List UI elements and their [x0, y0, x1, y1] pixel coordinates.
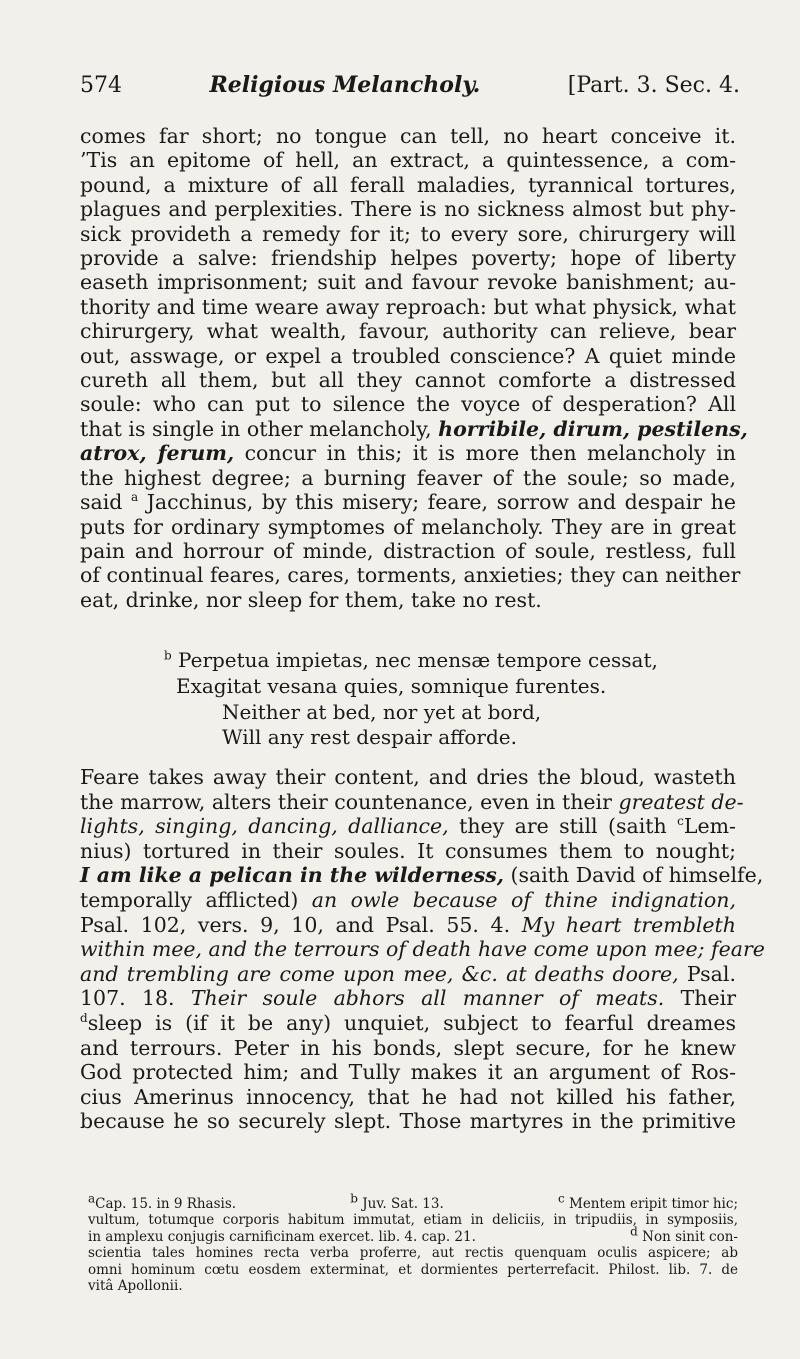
footnote-line: $^a$Cap. 15. in 9 Rhasis. $^b$ Juv. Sat. 13. $^c$ Mentem eripit timor hic; [88, 1191, 738, 1212]
text-line: and trembling are come upon mee, &c. at deaths doore, Psal. [80, 961, 736, 986]
text-line: cius Amerinus innocency, that he had not killed his father, [80, 1084, 736, 1109]
text-line: cureth all them, but all they cannot comforte a distressed [80, 368, 736, 393]
text-line: nius) tortured in their soules. It consumes them to nought; [80, 838, 736, 863]
latin-phrase: atrox, ferum, [80, 441, 235, 466]
verse-line: $^b$ Perpetua impietas, nec mensæ tempore cessat, [164, 648, 658, 672]
footnote-line: in amplexu conjugis carnificinam exercet. lib. 4. cap. 21. $^d$ Non sinit con- [88, 1224, 738, 1245]
text-line: chirurgery, what wealth, favour, authority can relieve, bear [80, 319, 736, 344]
text-line: pound, a mixture of all ferall maladies, tyrannical tortures, [80, 172, 736, 197]
text-line: within mee, and the terrours of death have come upon mee; feare [80, 937, 765, 962]
text-line: said $^a$ Jacchinus, by this misery; feare, sorrow and despair he [80, 490, 736, 515]
text-line: Feare takes away their content, and dries the bloud, wasteth [80, 765, 736, 789]
text-line: ’Tis an epitome of hell, an extract, a quintessence, a com- [80, 148, 736, 173]
footnote-marker: a [130, 490, 139, 505]
verse-line: Will any rest despair afforde. [222, 725, 517, 749]
text-line: of continual feares, cares, torments, anxieties; they can neither [80, 563, 741, 588]
text-line: that is single in other melancholy, horribile, dirum, pestilens, [80, 416, 748, 441]
section-reference: [Part. 3. Sec. 4. [567, 73, 740, 98]
text-line: temporally afflicted) an owle because of thine indignation, [80, 887, 736, 912]
text-line: $^d$sleep is (if it be any) unquiet, subject to fearful dreames [80, 1010, 736, 1035]
text-line: atrox, ferum, concur in this; it is more then melancholy in [80, 441, 736, 466]
footnotes [88, 1191, 738, 1295]
text-line: lights, singing, dancing, dalliance, they are still (saith $^c$Lem- [80, 814, 736, 839]
text-line: plagues and perplexities. There is no sickness almost but phy- [80, 197, 736, 222]
text-line: eat, drinke, nor sleep for them, take no rest. [80, 587, 542, 612]
page-number: 574 [80, 73, 122, 98]
verse-line: Neither at bed, nor yet at bord, [222, 700, 542, 724]
footnote-line: scientia tales homines recta verba proferre, aut rectis quenquam oculis aspicere; ab [88, 1245, 738, 1262]
footnote-line: omni hominum cœtu eosdem exterminat, et dormientes perterrefacit. Philost. lib. 7. de [88, 1261, 738, 1278]
footnote-marker: c [677, 814, 684, 829]
text-line: puts for ordinary symptomes of melancholy. They are in great [80, 514, 736, 539]
footnote-marker: b [164, 648, 172, 663]
text-line: God protected him; and Tully makes it an argument of Ros- [80, 1060, 736, 1085]
text-line: 107. 18. Their soule abhors all manner of meats. Their [80, 986, 736, 1011]
footnote-line: vultum, totumque corporis habitum immutat, etiam in deliciis, in tripudiis, in symposiis, [88, 1212, 738, 1229]
text-line: I am like a pelican in the wilderness, (saith David of himselfe, [80, 863, 764, 888]
text-line: out, asswage, or expel a troubled conscience? A quiet minde [80, 343, 736, 368]
running-title: Religious Melancholy. [209, 72, 481, 98]
text-line: comes far short; no tongue can tell, no heart conceive it. [80, 124, 736, 148]
text-line: Psal. 102, vers. 9, 10, and Psal. 55. 4. My heart trembleth [80, 912, 736, 937]
text-line: soule: who can put to silence the voyce of desperation? All [80, 392, 736, 417]
paragraph-2 [80, 765, 765, 1134]
latin-verse [164, 647, 658, 699]
text-line: because he so securely slept. Those martyres in the primitive [80, 1109, 736, 1134]
text-line: easeth imprisonment; suit and favour revoke banishment; au- [80, 270, 736, 295]
verse-line: Exagitat vesana quies, somnique furentes. [176, 674, 607, 698]
text-line: thority and time weare away reproach: but what physick, what [80, 294, 736, 319]
text-line: and terrours. Peter in his bonds, slept secure, for he knew [80, 1035, 736, 1060]
paragraph-1 [80, 124, 748, 612]
running-header [80, 72, 740, 98]
text-line: provide a salve: friendship helpes poverty; hope of liberty [80, 246, 736, 271]
footnote-line: vitâ Apollonii. [88, 1278, 183, 1295]
footnote-marker: d [80, 1011, 88, 1026]
english-verse [222, 700, 541, 750]
text-line: pain and horrour of minde, distraction of soule, restless, full [80, 538, 736, 563]
text-line: sick provideth a remedy for it; to every sore, chirurgery will [80, 221, 736, 246]
text-line: the highest degree; a burning feaver of the soule; so made, [80, 465, 736, 490]
latin-phrase: horribile, dirum, pestilens, [438, 416, 748, 441]
text-line: the marrow, alters their countenance, even in their greatest de- [80, 789, 744, 814]
